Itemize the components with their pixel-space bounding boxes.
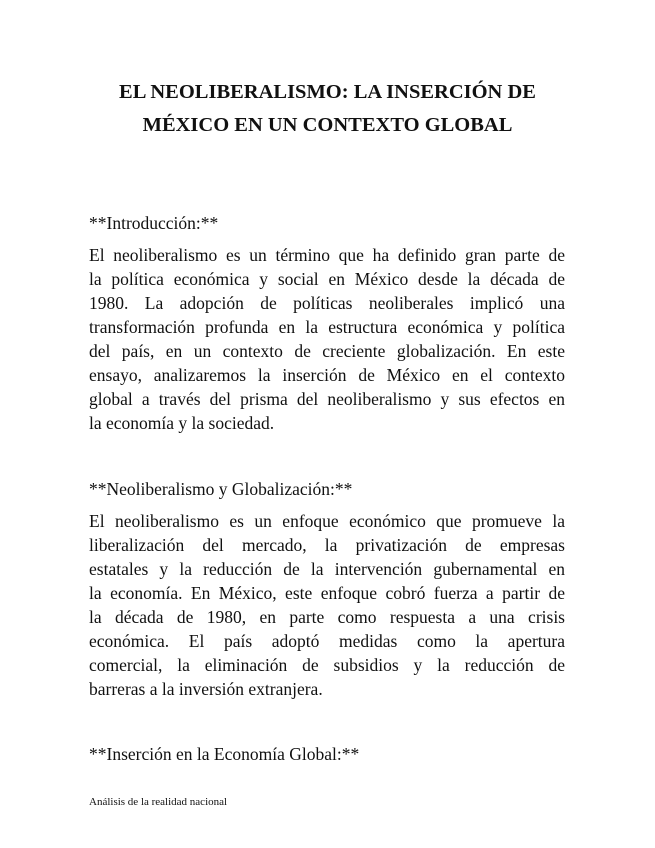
page-footer: Análisis de la realidad nacional: [89, 796, 228, 808]
paragraph-line: liberalización del mercado, la privatización de empresas: [89, 535, 565, 555]
paragraph-introduccion: [89, 243, 565, 435]
paragraph-line: barreras a la inversión extranjera.: [89, 679, 323, 699]
paragraph-line: ensayo, analizaremos la inserción de México en el contexto: [89, 365, 565, 385]
section-heading-introduccion: **Introducción:**: [89, 213, 219, 233]
paragraph-line: la década de 1980, en parte como respuesta a una crisis: [89, 607, 565, 627]
document-title-line-1: EL NEOLIBERALISMO: LA INSERCIÓN DE: [119, 81, 536, 103]
paragraph-neoliberalismo-globalizacion: [89, 509, 565, 701]
section-heading-neoliberalismo-globalizacion: **Neoliberalismo y Globalización:**: [89, 479, 353, 499]
paragraph-line: El neoliberalismo es un enfoque económico que promueve la: [89, 511, 565, 531]
paragraph-line: la economía. En México, este enfoque cobró fuerza a partir de: [89, 583, 565, 603]
document-title: [60, 76, 595, 142]
paragraph-line: global a través del prisma del neoliberalismo y sus efectos en: [89, 389, 565, 409]
paragraph-line: estatales y la reducción de la intervención gubernamental en: [89, 559, 565, 579]
paragraph-line: comercial, la eliminación de subsidios y la reducción de: [89, 655, 565, 675]
paragraph-line: El neoliberalismo es un término que ha definido gran parte de: [89, 245, 565, 265]
paragraph-line: la economía y la sociedad.: [89, 413, 275, 433]
paragraph-line: 1980. La adopción de políticas neoliberales implicó una: [89, 293, 565, 313]
document-title-line-2: MÉXICO EN UN CONTEXTO GLOBAL: [142, 114, 513, 136]
paragraph-line: económica. El país adoptó medidas como la apertura: [89, 631, 565, 651]
section-heading-insercion-economia-global: **Inserción en la Economía Global:**: [89, 744, 360, 764]
paragraph-line: la política económica y social en México desde la década de: [89, 269, 565, 289]
paragraph-line: transformación profunda en la estructura económica y política: [89, 317, 565, 337]
paragraph-line: del país, en un contexto de creciente globalización. En este: [89, 341, 565, 361]
